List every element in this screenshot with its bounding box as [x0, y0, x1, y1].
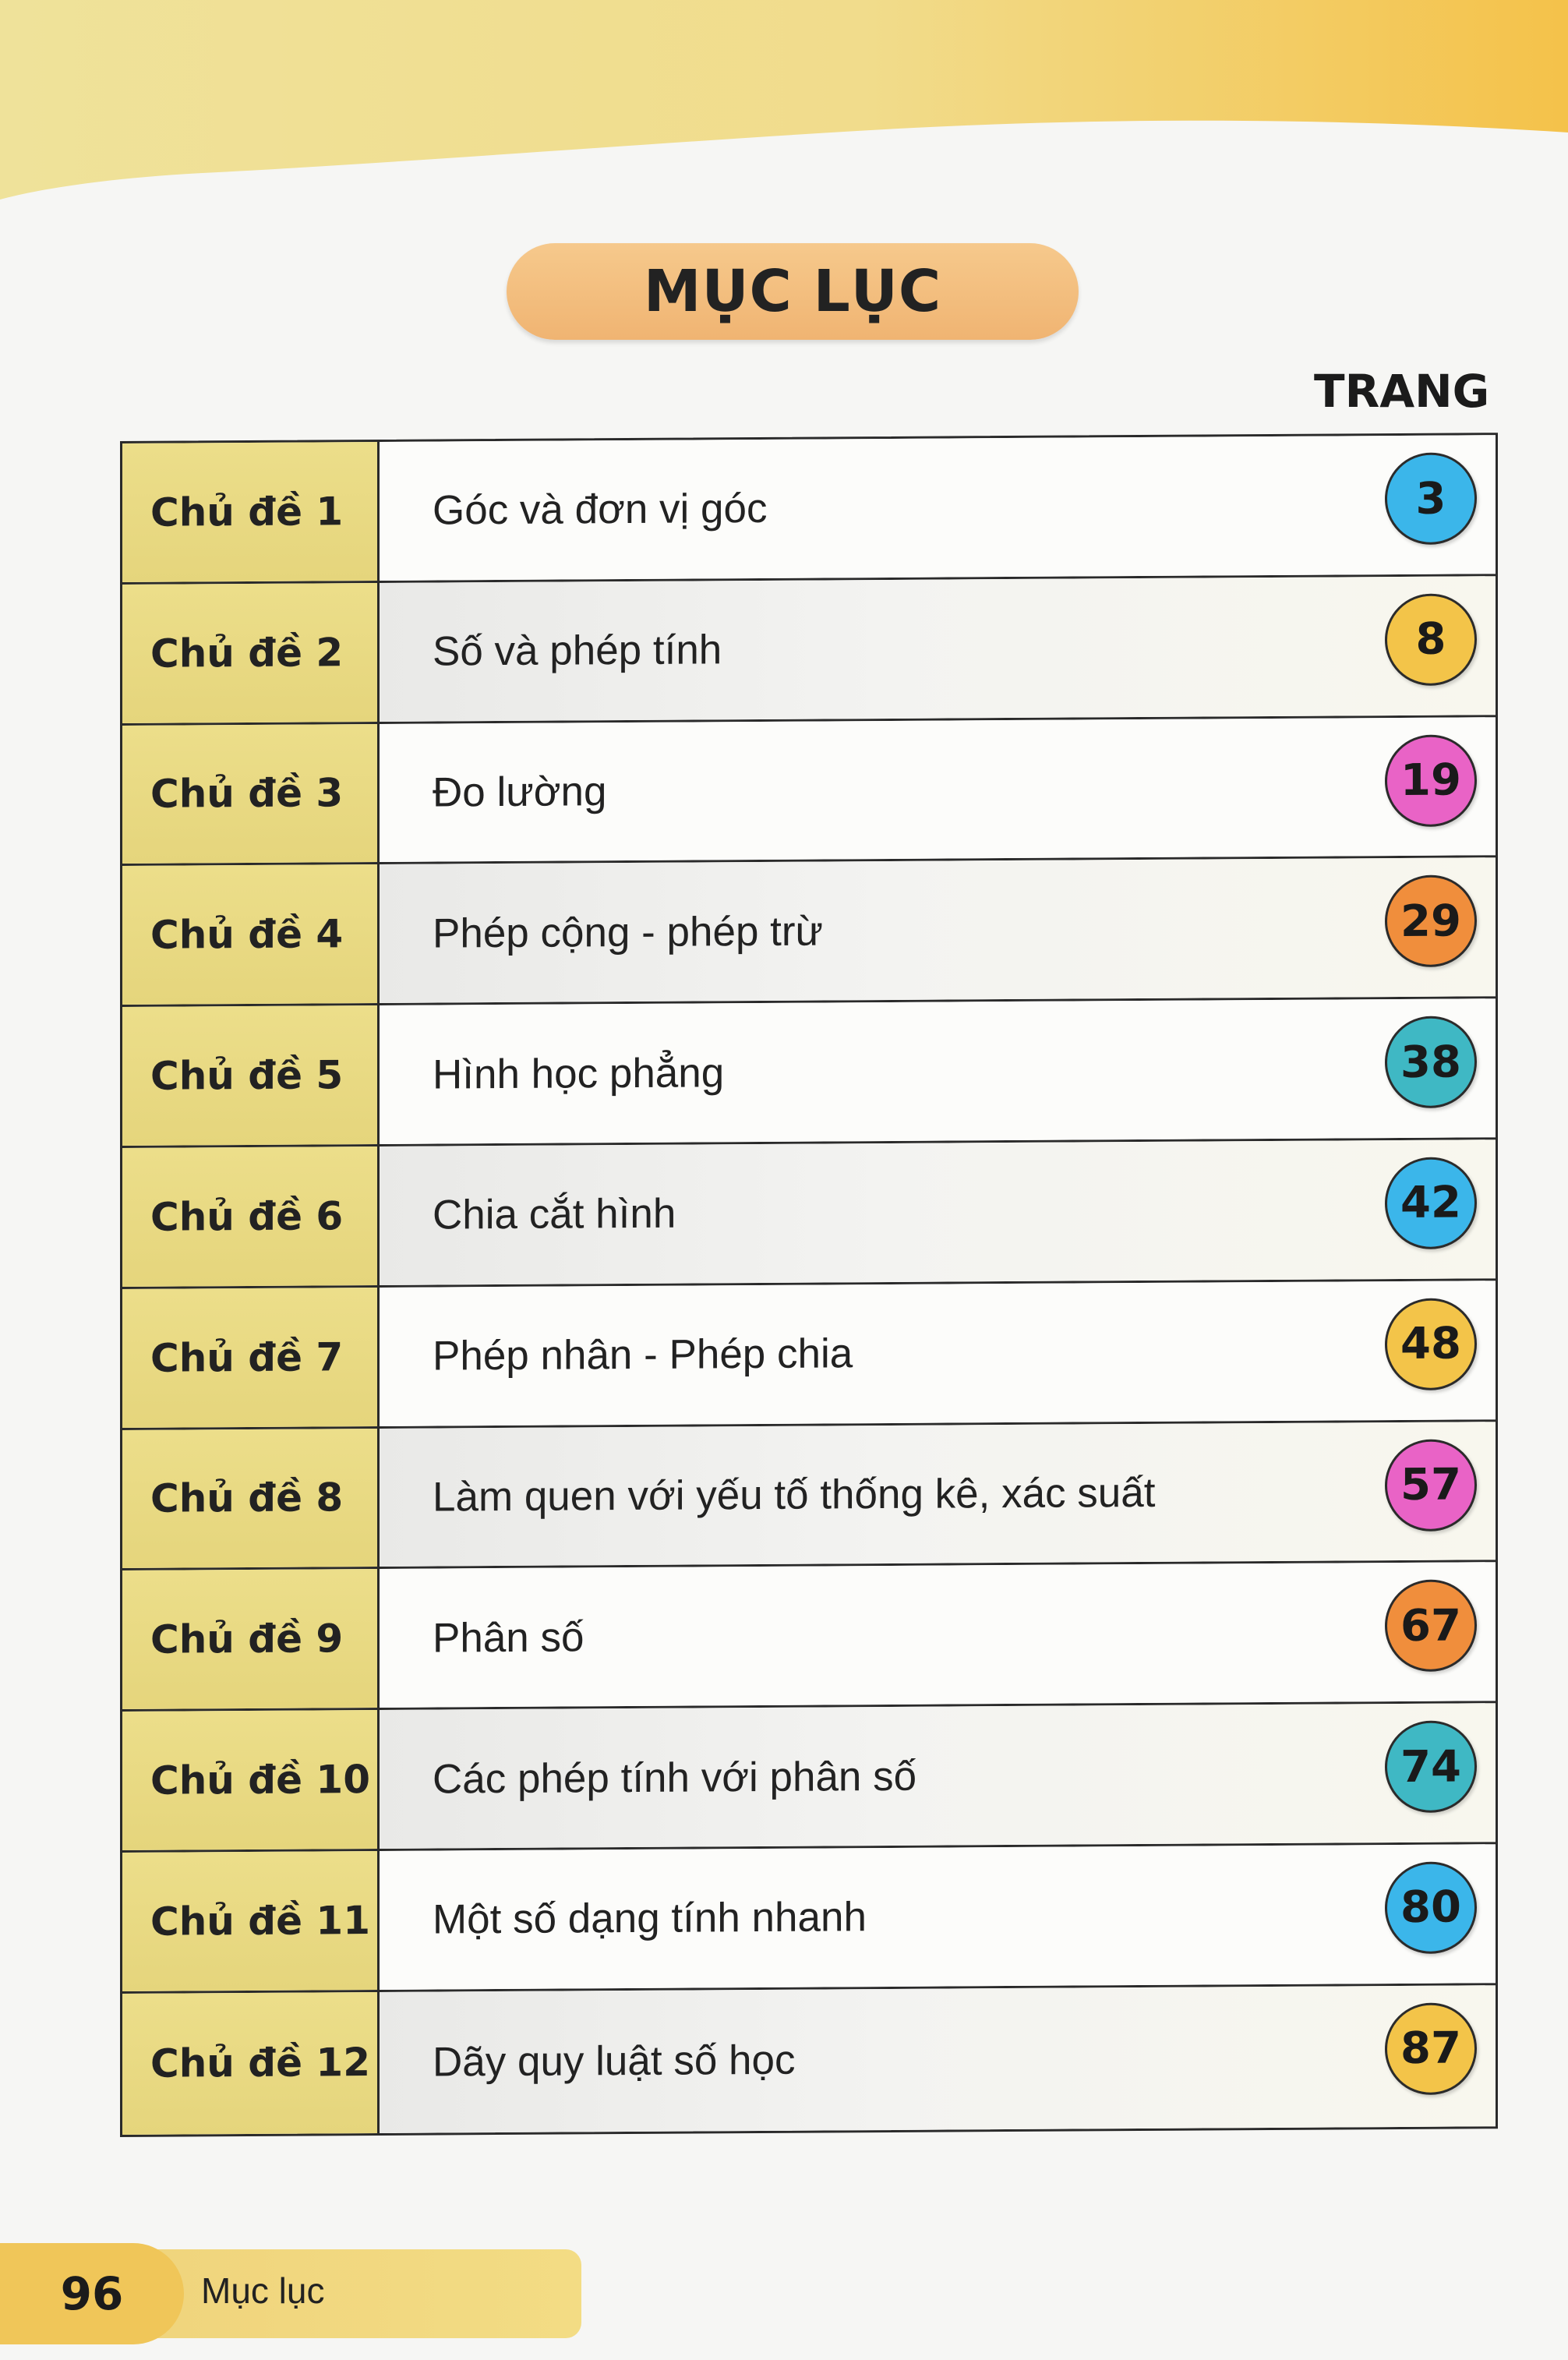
topic-title: Các phép tính với phân số [433, 1753, 917, 1803]
topic-row-body [380, 1422, 1496, 1567]
topic-label: Chủ đề 3 [122, 724, 380, 864]
toc-row[interactable] [122, 1422, 1496, 1571]
page-number: 96 [0, 2243, 184, 2344]
topic-row-body [380, 576, 1496, 722]
page-number-badge: 87 [1385, 2002, 1477, 2095]
topic-label: Chủ đề 5 [122, 1005, 380, 1146]
page-number-badge: 80 [1385, 1861, 1477, 1954]
topic-label: Chủ đề 11 [122, 1851, 380, 1991]
topic-label: Chủ đề 6 [122, 1146, 380, 1287]
topic-title: Dãy quy luật số học [433, 2037, 796, 2086]
toc-row[interactable] [122, 1703, 1496, 1853]
page-number-badge: 3 [1385, 452, 1477, 545]
topic-title: Phép cộng - phép trừ [433, 908, 824, 957]
topic-label: Chủ đề 10 [122, 1710, 380, 1850]
toc-table [120, 433, 1498, 2136]
topic-title: Một số dạng tính nhanh [433, 1894, 867, 1943]
toc-row[interactable] [122, 1281, 1496, 1430]
topic-row-body [380, 1563, 1496, 1708]
page-number-badge: 42 [1385, 1157, 1477, 1249]
page-number-badge: 48 [1385, 1298, 1477, 1390]
topic-title: Đo lường [433, 768, 607, 816]
header-wave-decoration [0, 0, 1568, 203]
topic-label: Chủ đề 12 [122, 1992, 380, 2135]
page-number-badge: 29 [1385, 875, 1477, 968]
topic-row-body [380, 998, 1496, 1144]
toc-row[interactable] [122, 998, 1496, 1148]
topic-row-body [380, 858, 1496, 1004]
topic-title: Góc và đơn vị góc [433, 486, 768, 534]
topic-row-body [380, 1139, 1496, 1285]
topic-label: Chủ đề 1 [122, 442, 380, 582]
topic-title: Phép nhân - Phép chia [433, 1330, 853, 1380]
topic-title: Làm quen với yếu tố thống kê, xác suất [433, 1469, 1156, 1521]
topic-row-body [380, 717, 1496, 863]
toc-row[interactable] [122, 576, 1496, 726]
topic-row-body [380, 1281, 1496, 1426]
topic-label: Chủ đề 8 [122, 1429, 380, 1569]
page-number-badge: 57 [1385, 1439, 1477, 1532]
toc-row[interactable] [122, 1844, 1496, 1994]
header-band [0, 0, 1568, 203]
toc-row[interactable] [122, 858, 1496, 1008]
toc-row[interactable] [122, 1139, 1496, 1289]
page-number-badge: 38 [1385, 1016, 1477, 1109]
topic-row-body [380, 1985, 1496, 2133]
toc-row[interactable] [122, 717, 1496, 867]
page-column-header: TRANG [1314, 365, 1490, 418]
toc-row[interactable] [122, 1563, 1496, 1712]
page-number-badge: 19 [1385, 734, 1477, 827]
topic-row-body [380, 1844, 1496, 1990]
topic-title: Phân số [433, 1614, 584, 1662]
topic-row-body [380, 1703, 1496, 1849]
footer-section-label: Mục lục [201, 2270, 325, 2311]
toc-row[interactable] [122, 1985, 1496, 2135]
topic-label: Chủ đề 2 [122, 583, 380, 723]
topic-label: Chủ đề 9 [122, 1569, 380, 1709]
topic-title: Số và phép tính [433, 627, 722, 675]
topic-title: Chia cắt hình [433, 1191, 676, 1238]
topic-label: Chủ đề 4 [122, 864, 380, 1005]
topic-row-body [380, 435, 1496, 581]
topic-title: Hình học phẳng [433, 1049, 725, 1098]
page-number-badge: 74 [1385, 1721, 1477, 1814]
page-number-badge: 67 [1385, 1580, 1477, 1673]
title-banner [507, 243, 1079, 340]
toc-row[interactable] [122, 435, 1496, 585]
topic-label: Chủ đề 7 [122, 1288, 380, 1428]
page-title: MỤC LỤC [643, 258, 942, 325]
page-number-badge: 8 [1385, 593, 1477, 686]
